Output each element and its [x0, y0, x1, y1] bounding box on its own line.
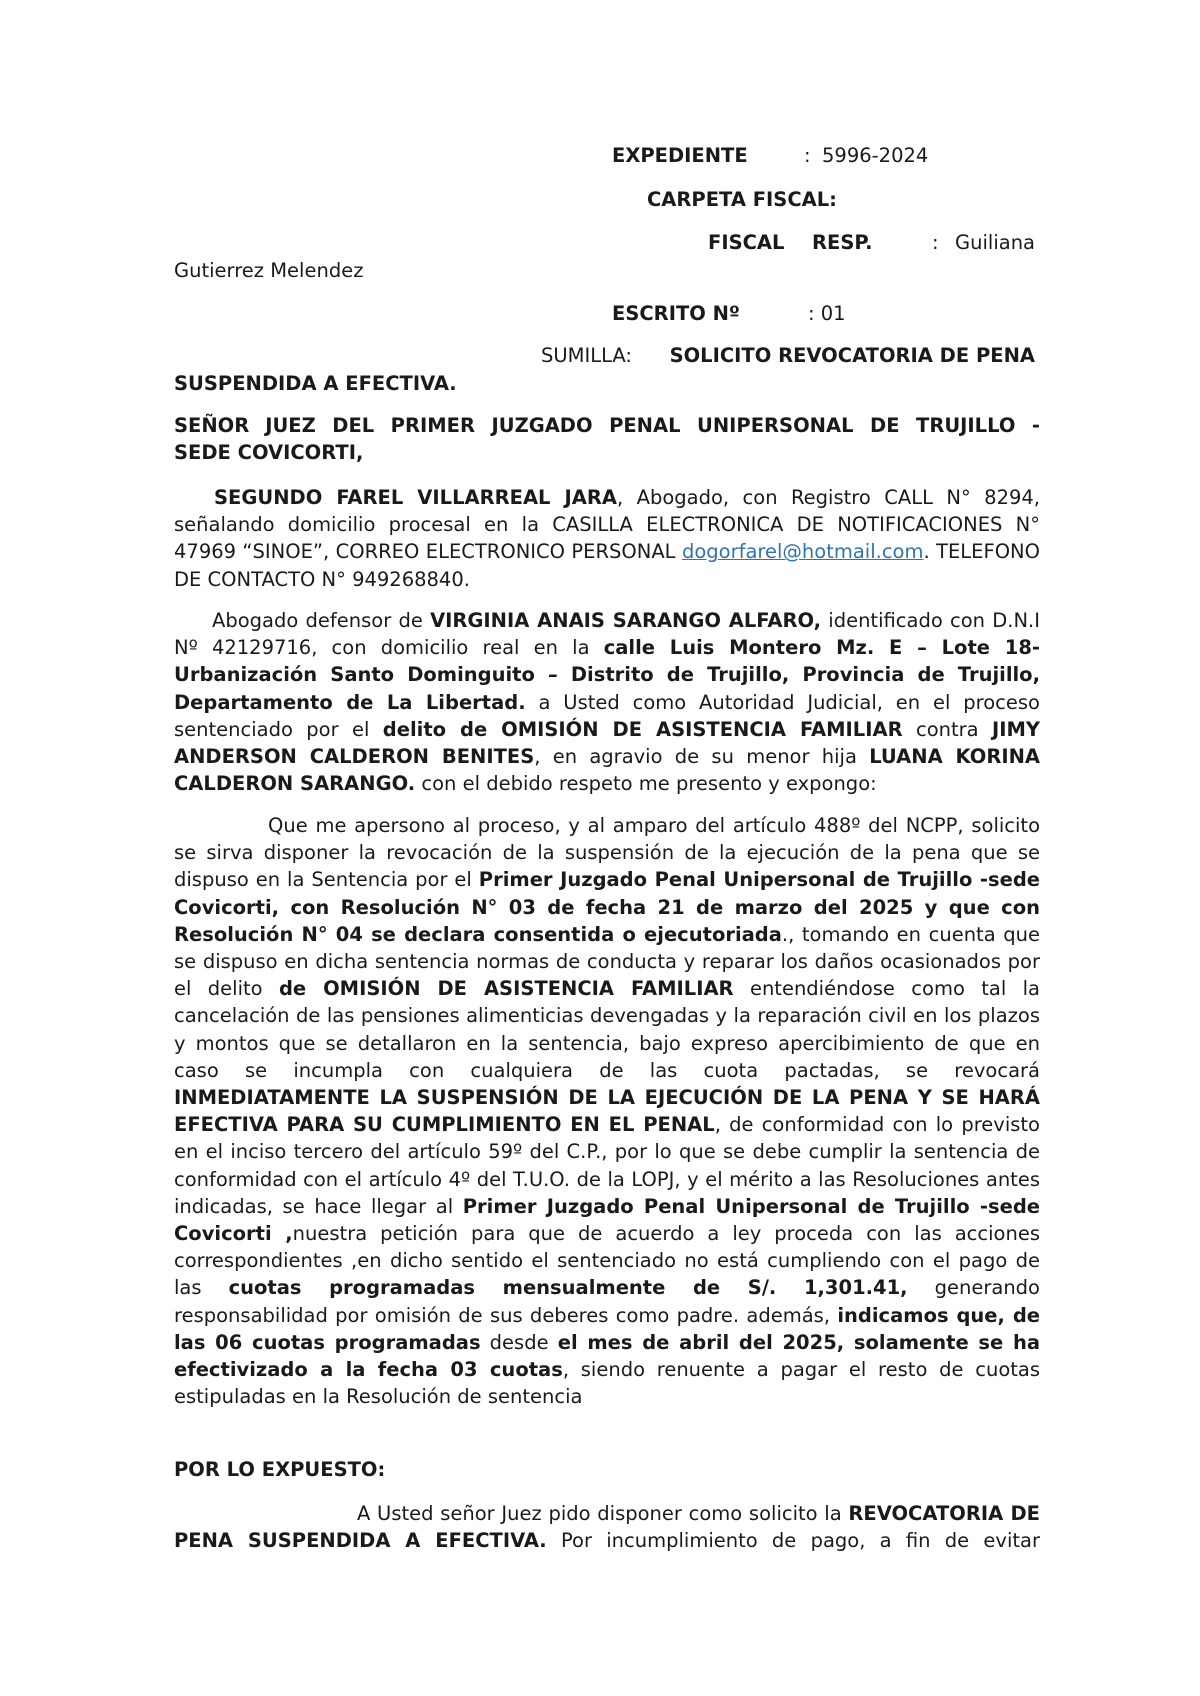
expediente-sep: :	[804, 144, 811, 167]
escrito-label: ESCRITO Nº	[612, 302, 740, 325]
addressee-line2: SEDE COVICORTI,	[174, 441, 364, 465]
escrito-value: : 01	[808, 302, 846, 325]
minor-name: LUANA KORINA CALDERON SARANGO.	[174, 745, 1041, 796]
intro-paragraph: SEGUNDO FAREL VILLARREAL JARA, Abogado, con Registro CALL N° 8294, señalando domicilio procesal en la CASILLA ELECTRONICA DE NOTIFICACIONES N° 47969 “SINOE”, CORREO ELECTRONICO PERSONAL dogorfarel@hotmail.com. TELEFONO DE CONTACTO N° 949268840.	[174, 486, 1040, 591]
client-name: VIRGINIA ANAIS SARANGO ALFARO,	[430, 609, 822, 632]
crime: delito de OMISIÓN DE ASISTENCIA FAMILIAR	[382, 717, 903, 741]
closing-heading: POR LO EXPUESTO:	[174, 1458, 386, 1481]
lawyer-name: SEGUNDO FAREL VILLARREAL JARA	[214, 486, 617, 509]
defense-paragraph: Abogado defensor de VIRGINIA ANAIS SARANGO ALFARO, identificado con D.N.I Nº 42129716, con domicilio real en la calle Luis Montero Mz. E – Lote 18-Urbanización Santo Dominguito – Distrito de Trujillo, Provincia de Trujillo, Departamento de La Libertad. a Usted como Autoridad Judicial, en el proceso sentenciado por el delito de OMISIÓN DE ASISTENCIA FAMILIAR contra JIMY ANDERSON CALDERON BENITES, en agravio de su menor hija LUANA KORINA CALDERON SARANGO. con el debido respeto me presento y expongo:	[174, 609, 1041, 796]
resp-label: RESP.	[812, 231, 873, 254]
client-address: calle Luis Montero Mz. E – Lote 18-Urbanización Santo Dominguito – Distrito de Trujillo, Provincia de Trujillo, Departamento de La Libertad.	[174, 636, 1040, 714]
addressee	[174, 412, 1040, 466]
email-link[interactable]: dogorfarel@hotmail.com	[681, 540, 924, 564]
fiscal-name-rest: Gutierrez Melendez	[174, 259, 364, 282]
expediente-line	[612, 142, 748, 169]
fiscal-name-first: Guiliana	[955, 231, 1035, 254]
fiscal-label: FISCAL	[708, 231, 785, 254]
sumilla-value-2: SUSPENDIDA A EFECTIVA.	[174, 372, 457, 395]
addressee-line1-b: JUEZ DEL PRIMER JUZGADO PENAL UNIPERSONAL DE TRUJILLO -	[265, 414, 1041, 437]
expediente-value: 5996-2024	[822, 144, 929, 167]
closing-paragraph: A Usted señor Juez pido disponer como solicito la REVOCATORIA DE PENA SUSPENDIDA A EFECTIVA. Por incumplimiento de pago, a fin de evitar	[174, 1502, 1040, 1553]
addressee-line1-a: SEÑOR	[174, 414, 250, 437]
defendant-name: JIMY ANDERSON CALDERON BENITES	[174, 717, 1041, 769]
carpeta-fiscal-label: CARPETA FISCAL:	[647, 188, 837, 211]
fiscal-sep: :	[932, 231, 939, 254]
body-paragraph: Que me apersono al proceso, y al amparo del artículo 488º del NCPP, solicito se sirva disponer la revocación de la suspensión de la ejecución de la pena que se dispuso en la Sentencia por el Primer Juzgado Penal Unipersonal de Trujillo -sede Covicorti, con Resolución N° 03 de fecha 21 de marzo del 2025 y que con Resolución N° 04 se declara consentida o ejecutoriada., tomando en cuenta que se dispuso en dicha sentencia normas de conducta y reparar los daños ocasionados por el delito de OMISIÓN DE ASISTENCIA FAMILIAR entendiéndose como tal la cancelación de las pensiones alimenticias devengadas y la reparación civil en los plazos y montos que se detallaron en la sentencia, bajo expreso apercibimiento de que en caso se incumpla con cualquiera de las cuota pactadas, se revocará INMEDIATAMENTE LA SUSPENSIÓN DE LA EJECUCIÓN DE LA PENA Y SE HARÁ EFECTIVA PARA SU CUMPLIMIENTO EN EL PENAL, de conformidad con lo previsto en el inciso tercero del artículo 59º del C.P., por lo que se debe cumplir la sentencia de conformidad con el artículo 4º del T.U.O. de la LOPJ, y el mérito a las Resoluciones antes indicadas, se hace llegar al Primer Juzgado Penal Unipersonal de Trujillo -sede Covicorti ,nuestra petición para que de acuerdo a ley proceda con las acciones correspondientes ,en dicho sentido el sentenciado no está cumpliendo con el pago de las cuotas programadas mensualmente de S/. 1,301.41, generando responsabilidad por omisión de sus deberes como padre. además, indicamos que, de las 06 cuotas programadas desde el mes de abril del 2025, solamente se ha efectivizado a la fecha 03 cuotas, siendo renuente a pagar el resto de cuotas estipuladas en la Resolución de sentencia	[174, 814, 1041, 1409]
sumilla-value-1: SOLICITO REVOCATORIA DE PENA	[669, 344, 1035, 367]
expediente-label: EXPEDIENTE	[612, 144, 748, 167]
sumilla-label: SUMILLA:	[541, 344, 632, 367]
